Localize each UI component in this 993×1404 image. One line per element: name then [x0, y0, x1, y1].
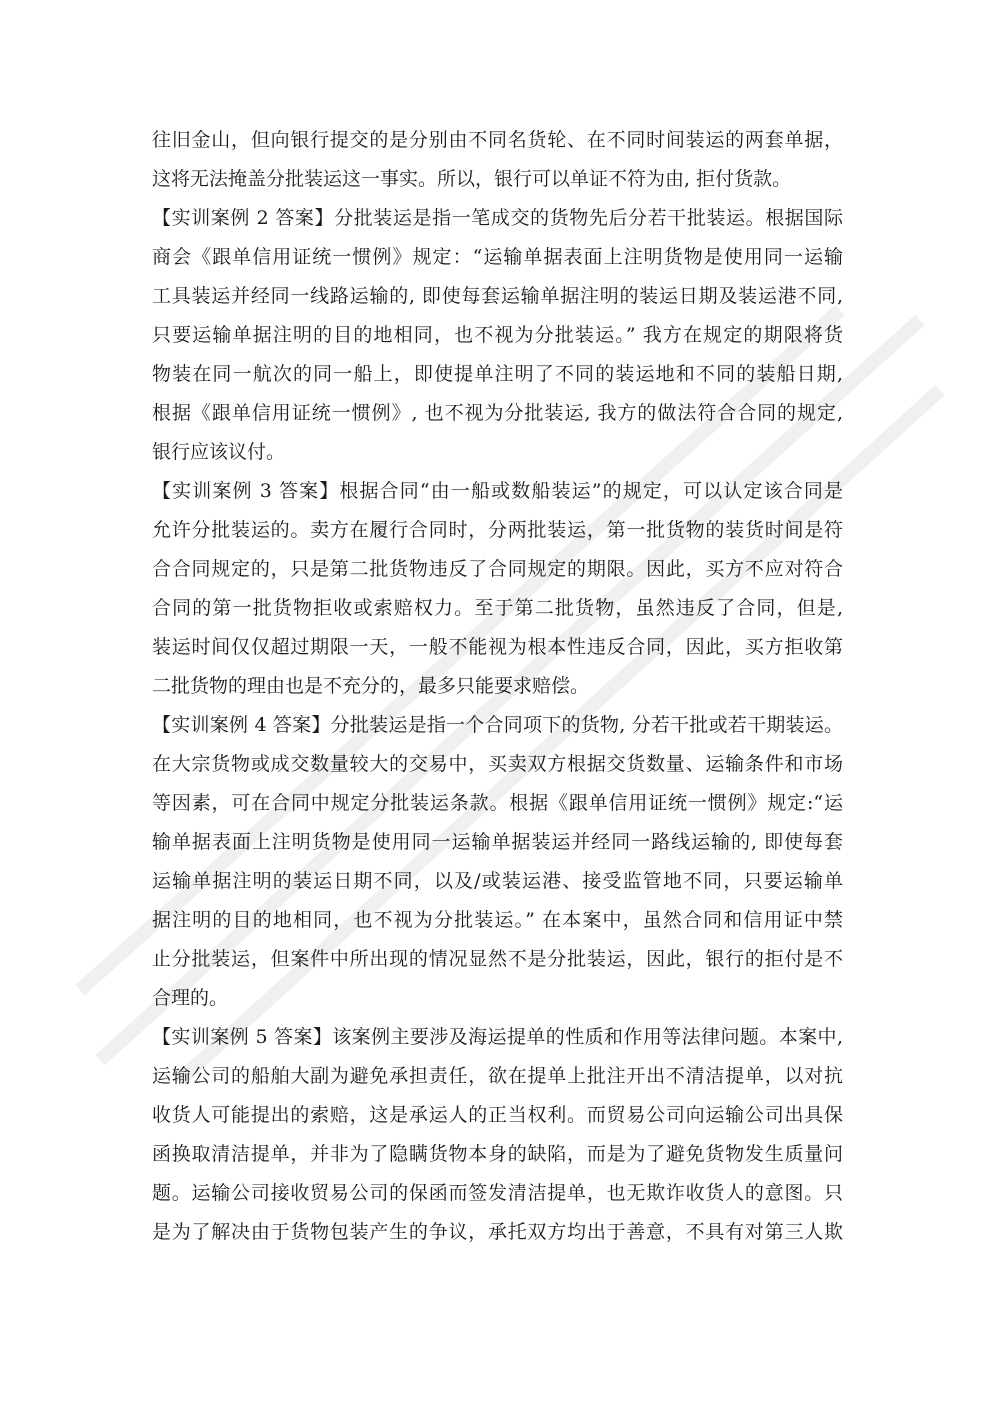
text-line: 在大宗货物或成交数量较大的交易中，买卖双方根据交货数量、运输条件和市场	[152, 753, 843, 775]
text-line: 输单据表面上注明货物是使用同一运输单据装运并经同一路线运输的, 即使每套	[152, 831, 843, 853]
text-line: 【实训案例 5 答案】该案例主要涉及海运提单的性质和作用等法律问题。本案中,	[152, 1026, 843, 1048]
text-line: 往旧金山，但向银行提交的是分别由不同名货轮、在不同时间装运的两套单据，	[152, 129, 843, 151]
text-line: 商会《跟单信用证统一惯例》规定：“运输单据表面上注明货物是使用同一运输	[152, 246, 843, 268]
text-line: 等因素，可在合同中规定分批装运条款。根据《跟单信用证统一惯例》规定:“运	[152, 792, 843, 814]
text-line: 题。运输公司接收贸易公司的保函而签发清洁提单，也无欺诈收货人的意图。只	[152, 1182, 843, 1204]
text-line: 止分批装运，但案件中所出现的情况显然不是分批装运，因此，银行的拒付是不	[152, 948, 843, 970]
text-line: 只要运输单据注明的目的地相同，也不视为分批装运。” 我方在规定的期限将货	[152, 324, 843, 346]
text-line: 物装在同一航次的同一船上，即使提单注明了不同的装运地和不同的装船日期,	[152, 363, 843, 385]
text-line: 二批货物的理由也是不充分的，最多只能要求赔偿。	[152, 675, 590, 697]
text-line: 银行应该议付。	[152, 441, 286, 463]
text-line: 工具装运并经同一线路运输的, 即使每套运输单据注明的装运日期及装运港不同,	[152, 285, 843, 307]
text-line: 合合同规定的，只是第二批货物违反了合同规定的期限。因此，买方不应对符合	[152, 558, 843, 580]
text-line: 这将无法掩盖分批装运这一事实。所以，银行可以单证不符为由, 拒付货款。	[152, 168, 792, 190]
document-body	[152, 121, 843, 1252]
text-line: 【实训案例 3 答案】根据合同“由一船或数船装运”的规定，可以认定该合同是	[152, 480, 843, 502]
paragraph	[152, 472, 843, 706]
text-line: 函换取清洁提单，并非为了隐瞒货物本身的缺陷，而是为了避免货物发生质量问	[152, 1143, 843, 1165]
text-line: 【实训案例 2 答案】分批装运是指一笔成交的货物先后分若干批装运。根据国际	[152, 207, 843, 229]
text-line: 收货人可能提出的索赔，这是承运人的正当权利。而贸易公司向运输公司出具保	[152, 1104, 843, 1126]
paragraph	[152, 706, 843, 1018]
paragraph	[152, 1018, 843, 1252]
text-line: 合理的。	[152, 987, 229, 1009]
text-line: 根据《跟单信用证统一惯例》, 也不视为分批装运, 我方的做法符合合同的规定,	[152, 402, 843, 424]
paragraph	[152, 199, 843, 472]
text-line: 据注明的目的地相同，也不视为分批装运。” 在本案中，虽然合同和信用证中禁	[152, 909, 843, 931]
text-line: 允许分批装运的。卖方在履行合同时，分两批装运，第一批货物的装货时间是符	[152, 519, 843, 541]
text-line: 是为了解决由于货物包装产生的争议，承托双方均出于善意，不具有对第三人欺	[152, 1221, 843, 1243]
text-line: 装运时间仅仅超过期限一天，一般不能视为根本性违反合同，因此，买方拒收第	[152, 636, 843, 658]
text-line: 运输公司的船舶大副为避免承担责任，欲在提单上批注开出不清洁提单，以对抗	[152, 1065, 843, 1087]
text-line: 运输单据注明的装运日期不同，以及/或装运港、接受监管地不同，只要运输单	[152, 870, 843, 892]
text-line: 【实训案例 4 答案】分批装运是指一个合同项下的货物, 分若干批或若干期装运。	[152, 714, 843, 736]
text-line: 合同的第一批货物拒收或索赔权力。至于第二批货物，虽然违反了合同，但是,	[152, 597, 843, 619]
paragraph	[152, 121, 843, 199]
